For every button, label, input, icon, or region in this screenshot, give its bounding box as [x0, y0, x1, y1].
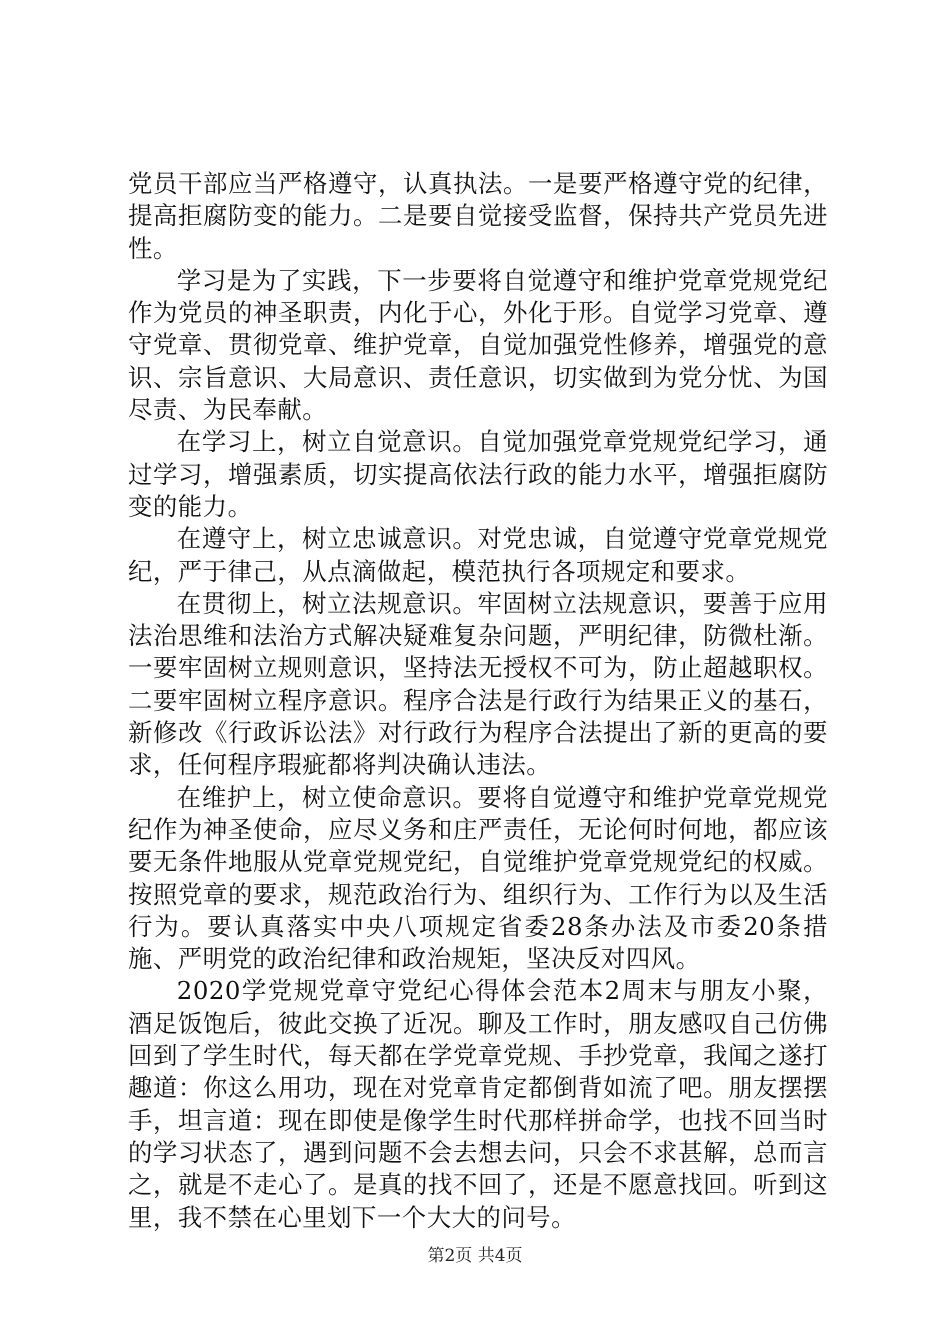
page-number-footer: 第2页 共4页 [427, 1246, 523, 1266]
paragraph: 在贯彻上，树立法规意识。牢固树立法规意识，要善于应用法治思维和法治方式解决疑难复杂问题，严明纪律，防微杜渐。一要牢固树立规则意识，坚持法无授权不可为，防止超越职权。二要牢固树立程序意识。程序合法是行政行为结果正义的基石，新修改《行政诉讼法》对行政行为程序合法提出了新的更高的要求，任何程序瑕疵都将判决确认违法。 [128, 588, 828, 780]
paragraph: 在维护上，树立使命意识。要将自觉遵守和维护党章党规党纪作为神圣使命，应尽义务和庄严责任，无论何时何地，都应该要无条件地服从党章党规党纪，自觉维护党章党规党纪的权威。按照党章的要求，规范政治行为、组织行为、工作行为以及生活行为。要认真落实中央八项规定省委28条办法及市委20条措施、严明党的政治纪律和政治规矩，坚决反对四风。 [128, 782, 828, 974]
document-body [128, 168, 828, 1234]
paragraph: 在学习上，树立自觉意识。自觉加强党章党规党纪学习，通过学习，增强素质，切实提高依法行政的能力水平，增强拒腐防变的能力。 [128, 427, 828, 521]
paragraph: 在遵守上，树立忠诚意识。对党忠诚，自觉遵守党章党规党纪，严于律己，从点滴做起，模范执行各项规定和要求。 [128, 524, 828, 586]
paragraph: 党员干部应当严格遵守，认真执法。一是要严格遵守党的纪律，提高拒腐防变的能力。二是要自觉接受监督，保持共产党员先进性。 [128, 169, 828, 263]
paragraph: 学习是为了实践，下一步要将自觉遵守和维护党章党规党纪作为党员的神圣职责，内化于心，外化于形。自觉学习党章、遵守党章、贯彻党章、维护党章，自觉加强党性修养，增强党的意识、宗旨意识、大局意识、责任意识，切实做到为党分忧、为国尽责、为民奉献。 [128, 265, 828, 425]
paragraph: 2020学党规党章守党纪心得体会范本2周末与朋友小聚，酒足饭饱后，彼此交换了近况。聊及工作时，朋友感叹自己仿佛回到了学生时代，每天都在学党章党规、手抄党章，我闻之遂打趣道：你这么用功，现在对党章肯定都倒背如流了吧。朋友摆摆手，坦言道：现在即使是像学生时代那样拼命学，也找不回当时的学习状态了，遇到问题不会去想去问，只会不求甚解，总而言之，就是不走心了。是真的找不回了，还是不愿意找回。听到这里，我不禁在心里划下一个大大的问号。 [128, 976, 828, 1232]
